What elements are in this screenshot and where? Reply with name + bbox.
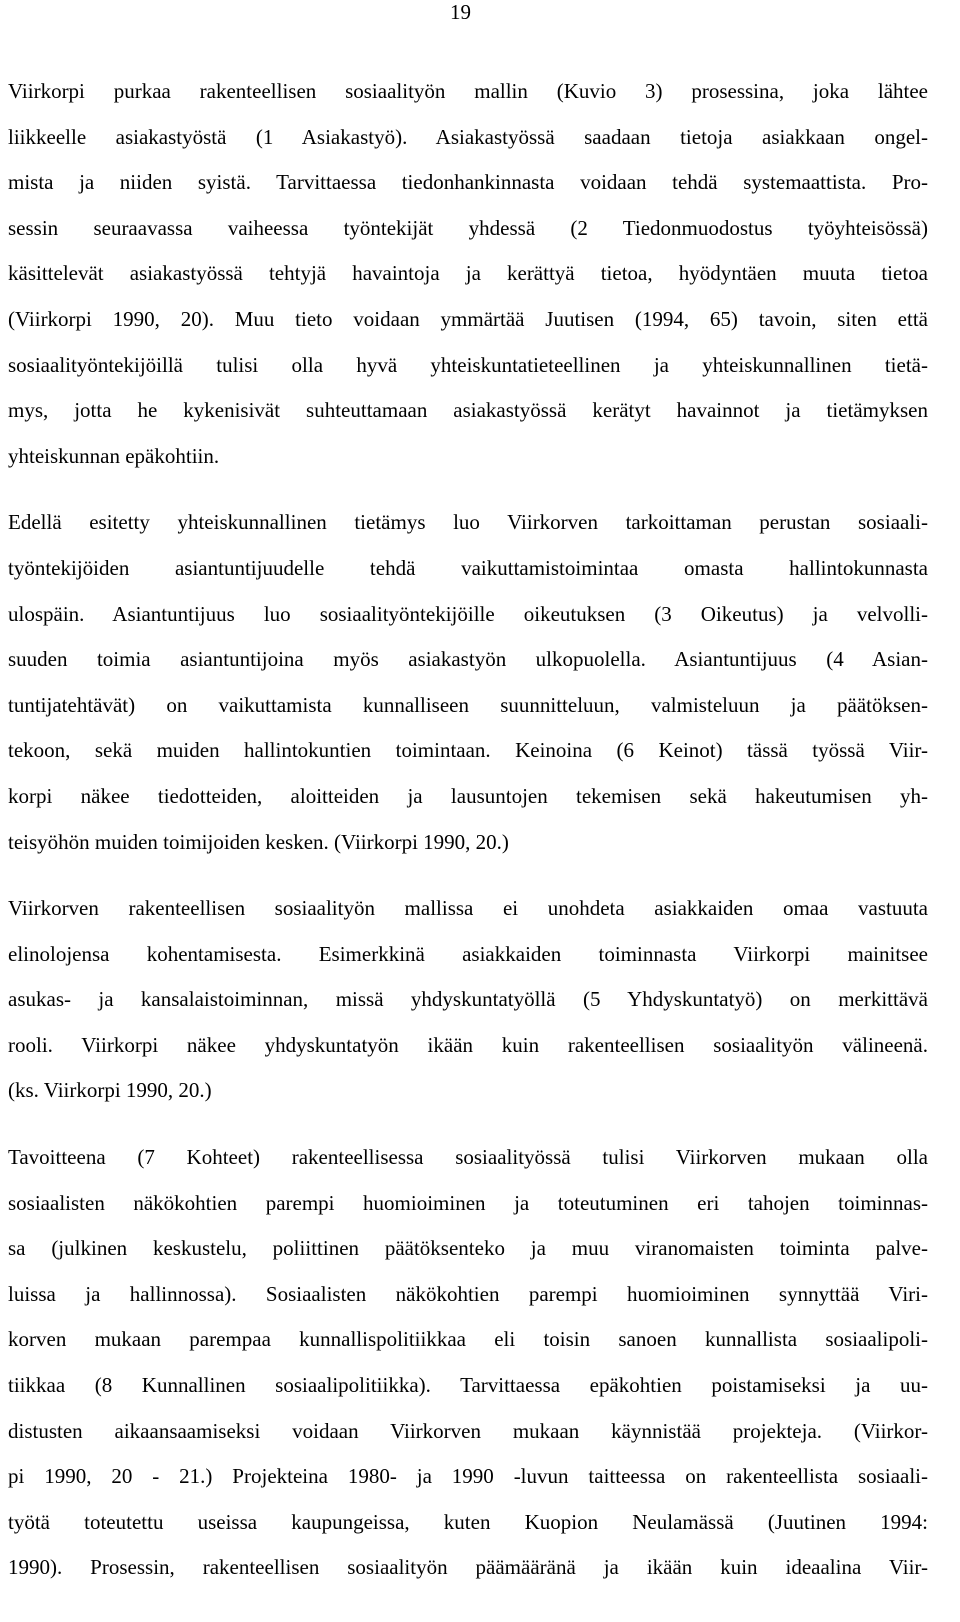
text-line: sessin seuraavassa vaiheessa työntekijät yhdessä (2 Tiedonmuodostus työyhteisössä) [8, 215, 928, 240]
text-line: korven mukaan parempaa kunnallispolitiikkaa eli toisin sanoen kunnallista sosiaalipoli- [8, 1327, 928, 1352]
text-line: korpi näkee tiedotteiden, aloitteiden ja lausuntojen tekemisen sekä hakeutumisen yh- [8, 783, 928, 808]
text-line: ulospäin. Asiantuntijuus luo sosiaalityöntekijöille oikeutuksen (3 Oikeutus) ja velvolli- [8, 601, 928, 626]
text-line: 1990). Prosessin, rakenteellisen sosiaalityön päämääränä ja ikään kuin ideaalina Viir- [8, 1555, 928, 1580]
text-line: mys, jotta he kykenisivät suhteuttamaan asiakastyössä kerätyt havainnot ja tietämyksen [8, 398, 928, 423]
text-line: (ks. Viirkorpi 1990, 20.) [8, 1078, 212, 1103]
paragraph-2 [8, 500, 928, 865]
text-line: teisyöhön muiden toimijoiden kesken. (Viirkorpi 1990, 20.) [8, 829, 509, 854]
text-line: luissa ja hallinnossa). Sosiaalisten näkökohtien parempi huomioiminen synnyttää Viri- [8, 1281, 928, 1306]
text-line: mista ja niiden syistä. Tarvittaessa tiedonhankinnasta voidaan tehdä systemaattista. Pro- [8, 170, 928, 195]
text-line: työntekijöiden asiantuntijuudelle tehdä vaikuttamistoimintaa omasta hallintokunnasta [8, 555, 928, 580]
text-line: pi 1990, 20 - 21.) Projekteina 1980- ja 1990 -luvun taitteessa on rakenteellista sosiaali- [8, 1464, 928, 1489]
text-line: työtä toteutettu useissa kaupungeissa, kuten Kuopion Neulamässä (Juutinen 1994: [8, 1509, 928, 1534]
document-body [8, 69, 928, 1591]
text-line: Viirkorpi purkaa rakenteellisen sosiaalityön mallin (Kuvio 3) prosessina, joka lähtee [8, 79, 928, 103]
text-line: asukas- ja kansalaistoiminnan, missä yhdyskuntatyöllä (5 Yhdyskuntatyö) on merkittävä [8, 987, 928, 1012]
text-line: (Viirkorpi 1990, 20). Muu tieto voidaan ymmärtää Juutisen (1994, 65) tavoin, siten että [8, 306, 928, 331]
text-line: Tavoitteena (7 Kohteet) rakenteellisessa sosiaalityössä tulisi Viirkorven mukaan olla [8, 1145, 928, 1170]
paragraph-3 [8, 886, 928, 1114]
text-line: rooli. Viirkorpi näkee yhdyskuntatyön ikään kuin rakenteellisen sosiaalityön välineenä. [8, 1032, 928, 1057]
text-line: sosiaalisten näkökohtien parempi huomioiminen ja toteutuminen eri tahojen toiminnas- [8, 1190, 928, 1215]
text-line: sosiaalityöntekijöillä tulisi olla hyvä yhteiskuntatieteellinen ja yhteiskunnallinen tietä- [8, 352, 928, 377]
page-number: 19 [450, 0, 471, 24]
text-line: tiikkaa (8 Kunnallinen sosiaalipolitiikka). Tarvittaessa epäkohtien poistamiseksi ja uu- [8, 1373, 928, 1398]
paragraph-4 [8, 1135, 928, 1591]
text-line: sa (julkinen keskustelu, poliittinen päätöksenteko ja muu viranomaisten toiminta palve- [8, 1236, 928, 1261]
text-line: yhteiskunnan epäkohtiin. [8, 443, 220, 468]
text-line: elinolojensa kohentamisesta. Esimerkkinä asiakkaiden toiminnasta Viirkorpi mainitsee [8, 941, 928, 966]
text-line: tekoon, sekä muiden hallintokuntien toimintaan. Keinoina (6 Keinot) tässä työssä Viir- [8, 738, 928, 763]
text-line: suuden toimia asiantuntijoina myös asiakastyön ulkopuolella. Asiantuntijuus (4 Asian- [8, 647, 928, 672]
text-line: käsittelevät asiakastyössä tehtyjä havaintoja ja kerättyä tietoa, hyödyntäen muuta tietoa [8, 261, 928, 286]
text-line: tuntijatehtävät) on vaikuttamista kunnalliseen suunnitteluun, valmisteluun ja päätöksen- [8, 692, 928, 717]
text-line: Viirkorven rakenteellisen sosiaalityön mallissa ei unohdeta asiakkaiden omaa vastuuta [8, 896, 928, 921]
paragraph-1 [8, 69, 928, 479]
text-line: liikkeelle asiakastyöstä (1 Asiakastyö). Asiakastyössä saadaan tietoja asiakkaan ongel- [8, 124, 928, 149]
text-line: distusten aikaansaamiseksi voidaan Viirkorven mukaan käynnistää projekteja. (Viirkor- [8, 1418, 928, 1443]
text-line: Edellä esitetty yhteiskunnallinen tietämys luo Viirkorven tarkoittaman perustan sosiaali- [8, 510, 928, 535]
